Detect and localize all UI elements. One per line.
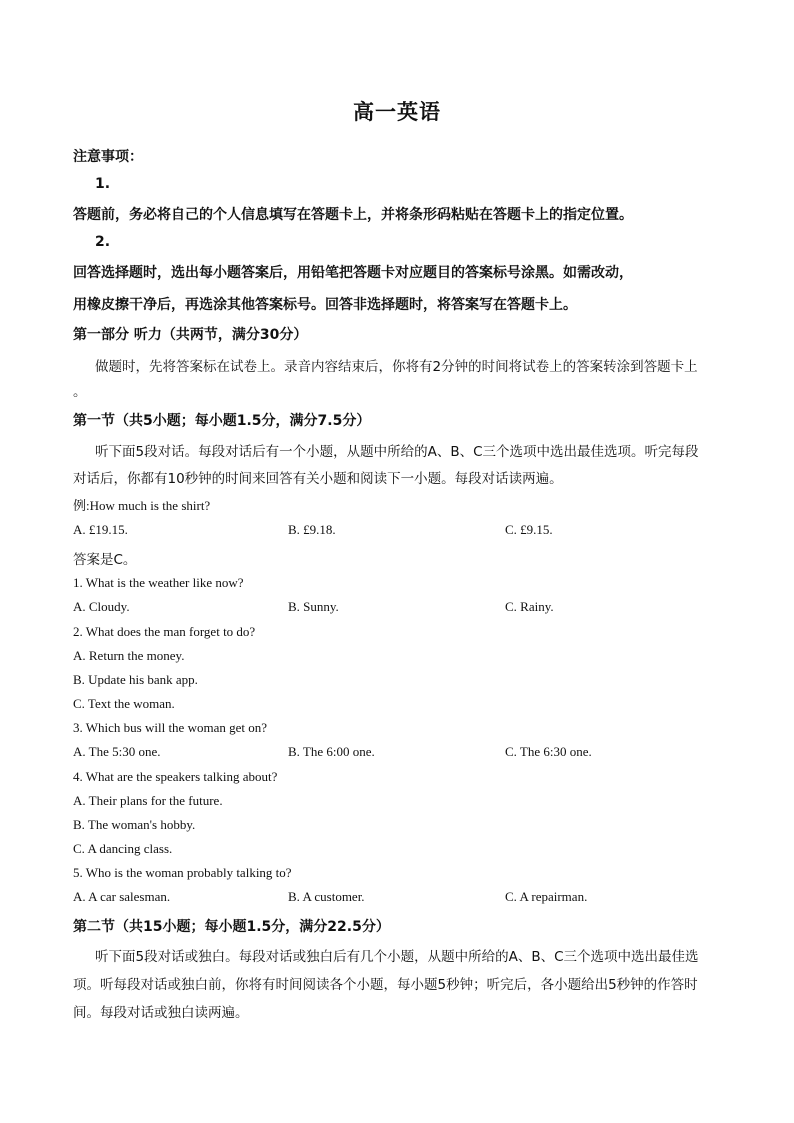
part1-heading: 第一部分 听力（共两节，满分30分）	[73, 327, 308, 343]
question-2-option-a: A. Return the money.	[73, 648, 185, 663]
question-1-option-c: C. Rainy.	[505, 599, 554, 614]
question-2-option-b: B. Update his bank app.	[73, 672, 198, 687]
example-option-a: A. £19.15.	[73, 522, 128, 537]
question-4-option-a: A. Their plans for the future.	[73, 793, 223, 808]
example-option-c: C. £9.15.	[505, 522, 553, 537]
notice-item1-text: 答题前，务必将自己的个人信息填写在答题卡上，并将条形码粘贴在答题卡上的指定位置。	[73, 207, 633, 223]
section1-intro-line1: 听下面5段对话。每段对话后有一个小题，从题中所给的A、B、C三个选项中选出最佳选项。听完每段	[95, 444, 699, 460]
question-5-option-a: A. A car salesman.	[73, 889, 171, 904]
question-1-option-b: B. Sunny.	[288, 599, 339, 614]
section1-intro-line2: 对话后，你都有10秒钟的时间来回答有关小题和阅读下一小题。每段对话读两遍。	[73, 471, 563, 487]
question-2: 2. What does the man forget to do?	[73, 624, 256, 639]
question-4: 4. What are the speakers talking about?	[73, 769, 278, 784]
page-title: 高一英语	[353, 100, 441, 124]
question-3-option-c: C. The 6:30 one.	[505, 744, 592, 759]
question-5: 5. Who is the woman probably talking to?	[73, 865, 292, 880]
example-answer: 答案是C。	[73, 552, 137, 568]
question-3-option-b: B. The 6:00 one.	[288, 744, 375, 759]
question-1: 1. What is the weather like now?	[73, 575, 244, 590]
notice-item1-number: 1.	[95, 176, 111, 192]
notice-heading: 注意事项：	[73, 149, 143, 165]
question-1-option-a: A. Cloudy.	[73, 599, 130, 614]
notice-item2-number: 2.	[95, 234, 111, 250]
question-4-option-c: C. A dancing class.	[73, 841, 173, 856]
question-4-option-b: B. The woman's hobby.	[73, 817, 196, 832]
part1-intro-line2: 。	[73, 384, 87, 400]
part1-intro-line1: 做题时，先将答案标在试卷上。录音内容结束后，你将有2分钟的时间将试卷上的答案转涂到答题卡上	[95, 359, 698, 375]
example-question: 例:How much is the shirt?	[73, 498, 211, 513]
section2-intro-line3: 间。每段对话或独白读两遍。	[73, 1005, 249, 1021]
section2-heading: 第二节（共15小题；每小题1.5分，满分22.5分）	[73, 919, 390, 935]
section2-intro-line1: 听下面5段对话或独白。每段对话或独白后有几个小题，从题中所给的A、B、C三个选项中选出最佳选	[95, 949, 699, 965]
question-3-option-a: A. The 5:30 one.	[73, 744, 161, 759]
question-3: 3. Which bus will the woman get on?	[73, 720, 268, 735]
question-5-option-c: C. A repairman.	[505, 889, 588, 904]
question-2-option-c: C. Text the woman.	[73, 696, 175, 711]
question-5-option-b: B. A customer.	[288, 889, 365, 904]
notice-item2-line1: 回答选择题时，选出每小题答案后，用铅笔把答题卡对应题目的答案标号涂黑。如需改动，	[73, 265, 633, 281]
section1-heading: 第一节（共5小题；每小题1.5分，满分7.5分）	[73, 413, 371, 429]
notice-item2-line2: 用橡皮擦干净后，再选涂其他答案标号。回答非选择题时，将答案写在答题卡上。	[73, 297, 577, 313]
example-option-b: B. £9.18.	[288, 522, 336, 537]
section2-intro-line2: 项。听每段对话或独白前，你将有时间阅读各个小题，每小题5秒钟；听完后，各小题给出5秒钟的作答时	[73, 977, 698, 993]
